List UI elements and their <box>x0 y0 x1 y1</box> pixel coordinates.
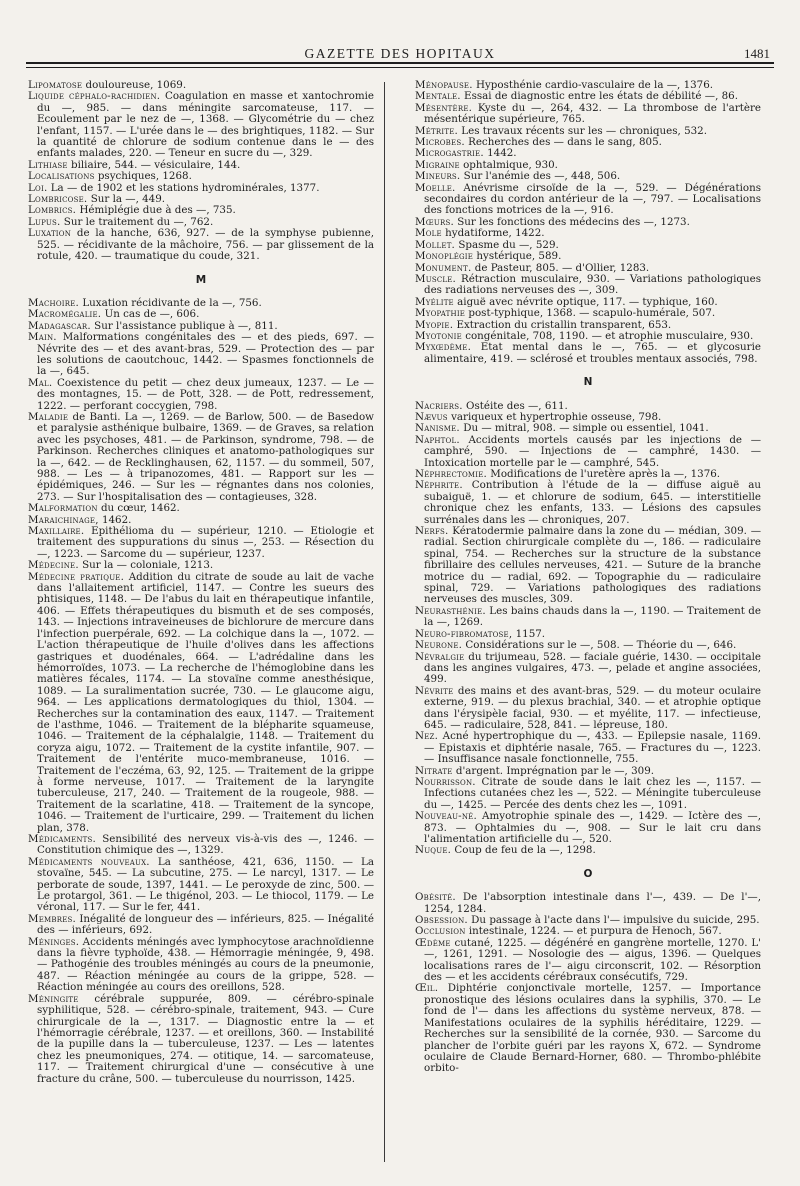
index-entry-references: post-typhique, 1368. — scapulo-humérale, 507. <box>468 307 716 320</box>
index-entry-term: Machoire. <box>28 296 80 309</box>
index-entry-references: Ostéite des —, 611. <box>466 399 568 412</box>
index-entry <box>415 731 761 765</box>
index-entry <box>28 834 374 857</box>
index-entry-term: Luxation <box>28 227 72 240</box>
index-entry-references: 1157. <box>515 627 546 640</box>
index-entry-references: Rétraction musculaire, 930. — Variations pathologiques des radiations nerveuses des —, 309. <box>424 272 761 297</box>
index-entry-term: Ménopause. <box>415 79 473 91</box>
section-letter-M: M <box>195 273 207 286</box>
index-entry-term: Moelle. <box>415 181 456 194</box>
journal-title: GAZETTE DES HOPITAUX <box>304 46 496 61</box>
index-entry-references: psychiques, 1268. <box>97 170 192 183</box>
index-entry <box>28 572 374 834</box>
index-entry-term: Métrite. <box>415 124 459 137</box>
index-entry-references: Kératodermie palmaire dans la zone du — médian, 309. — radial. Section chirurgicale complète du —, 186. — radiculaire spinal, 754. — Recherches sur la structure de la substance fibrillaire des cellules nerveuses, 421. — Suture de la branche motrice du — radial, 692. — Topographie du — radiculaire spinal, 729. — Variations pathologiques des radiations nerveuses des muscles, 309. <box>424 525 761 606</box>
index-entry-term: Maraichinage, <box>28 513 99 526</box>
index-entry-term: Lupus. <box>28 215 61 228</box>
index-entry-term: Maladie <box>28 410 69 423</box>
index-entry-term: Œdème <box>415 936 451 949</box>
index-entry-references: Luxation récidivante de la —, 756. <box>82 296 262 309</box>
index-entry-term: Monoplégie <box>415 250 474 263</box>
index-entry-references: Sur les fonctions des médecins des —, 1273. <box>457 215 690 228</box>
index-entry-references: Sur la —, 449. <box>90 193 166 206</box>
index-entry-term: Malformation <box>28 502 98 515</box>
header-rule-thin <box>26 67 774 68</box>
index-entry <box>415 892 761 915</box>
index-entry-term: Microgastrie. <box>415 147 484 160</box>
index-entry-references: congénitale, 708, 1190. — et atrophie musculaire, 930. <box>465 329 754 342</box>
index-entry-references: De l'absorption intestinale dans l'—, 439. — De l'—, 1254, 1284. <box>424 891 761 915</box>
index-entry-term: Maxillaire. <box>28 525 85 538</box>
index-entry <box>415 845 761 856</box>
index-entry <box>415 652 761 686</box>
index-entry-term: Migraine <box>415 158 460 171</box>
index-entry-references: Recherches des — dans le sang, 805. <box>468 136 662 149</box>
index-entry-term: Occlusion <box>415 925 466 938</box>
index-entry-references: Inégalité de longueur des — inférieurs, 825. — Inégalité des — inférieurs, 692. <box>37 912 374 937</box>
index-entry-references: Diphtérie conjonctivale mortelle, 1257. — Importance pronostique des lésions oculaires dans la syphilis, 370. — Le fond de l'— dans les affections du système nerveux, 878. — Manifestations oculaires de la syphilis héréditaire, 1229. — Recherches sur la sensibilité de la cornée, 930. — Sarcome du plancher de l'orbite guéri par les rayons X, 672. — Syndrome oculaire de Claude Bernard-Horner, 680. — Thrombo-phlébite orbito- <box>424 982 761 1075</box>
index-entry-references: ophtalmique, 930. <box>463 158 558 171</box>
index-entry-references: 1442. <box>487 147 517 160</box>
index-entry-term: Mole <box>415 227 442 240</box>
index-entry <box>415 811 761 845</box>
index-entry-term: Néphrite. <box>415 479 463 492</box>
index-entry-references: Contribution à l'étude de la — diffuse aiguë au subaiguë, 1. — et chlorure de sodium, 645. — interstitielle chronique chez les enfants, 133. — Lésions des capsules surrénales dans les — chroniques, 207. <box>424 479 761 526</box>
index-entry-references: Les travaux récents sur les — chroniques, 532. <box>461 124 707 137</box>
index-entry <box>415 606 761 629</box>
index-entry-references: Coagulation en masse et xantochromie du —, 985. — dans méningite sarcomateuse, 117. — Ecoulement par le nez de —, 1368. — Glycométrie du — chez l'enfant, 1157. — L'urée dans le — des brightiques, 1182. — Sur la quantité de chlorure de sodium contenue dans le — des enfants malades, 220. — Teneur en sucre du —, 329. <box>37 90 374 160</box>
index-entry-references: Sensibilité des nerveux vis-à-vis des —, 1246. — Constitution chimique des —, 1329. <box>37 833 375 857</box>
index-entry-term: Nitrate <box>415 764 453 777</box>
section-letter-N: N <box>583 376 593 389</box>
index-entry-term: Myélite <box>415 295 454 308</box>
entries-M <box>28 298 374 1085</box>
index-entry-references: Un cas de —, 606. <box>104 308 200 321</box>
index-entry-references: hystérique, 589. <box>476 250 562 263</box>
index-entry-references: Sur la — coloniale, 1213. <box>82 559 214 572</box>
index-entry-term: Monument. <box>415 261 472 274</box>
index-entry-term: Nævus <box>415 410 448 423</box>
page-header <box>26 38 774 60</box>
index-entry <box>415 686 761 732</box>
index-entry-term: Naphtol. <box>415 433 460 446</box>
index-entry <box>28 857 374 914</box>
index-entry <box>28 228 374 262</box>
index-entry-term: Localisations <box>28 170 95 183</box>
index-entry <box>415 435 761 469</box>
index-entry <box>415 342 761 365</box>
index-entry <box>415 777 761 811</box>
index-entry <box>415 526 761 606</box>
index-entry <box>415 983 761 1074</box>
column-divider <box>384 82 385 1162</box>
index-entry-term: Neurasthénie. <box>415 604 486 617</box>
index-entry-term: Méningite <box>28 992 79 1005</box>
index-entry <box>28 914 374 937</box>
index-entry-term: Myxœdème. <box>415 341 472 354</box>
index-entry-term: Obésité. <box>415 891 456 904</box>
index-entry <box>28 91 374 159</box>
index-entry-references: Du passage à l'acte dans l'— impulsive du suicide, 295. <box>471 914 760 927</box>
index-entry <box>415 938 761 984</box>
index-entry-term: Liquide céphalo-rachidien. <box>28 90 161 103</box>
index-entry-references: Malformations congénitales des — et des pieds, 697. — Névrite des — et des avant-bras, 529. — Protection des — par les solutions de caoutchouc, 1442. — Spasmes fonctionnels de la —, 645. <box>37 331 375 378</box>
index-entry-references: Acné hypertrophique du —, 433. — Epilepsie nasale, 1169. — Epistaxis et diphtérie nasale, 765. — Fractures du —, 1223. — Insuffisance nasale fonctionnelle, 755. <box>424 730 761 766</box>
index-entry-term: Lipomatose <box>28 79 83 91</box>
left-column <box>28 80 374 1085</box>
index-entry-references: cutané, 1225. — dégénéré en gangrène mortelle, 1270. L' —, 1261, 1291. — Nosologie des — aigus, 1396. — Quelques localisations rares de l'— aigu circonscrit, 102. — Résorption des — et les accidents cérébraux consécutifs, 729. <box>424 936 761 984</box>
index-entry-term: Membres. <box>28 912 77 925</box>
index-entry-term: Nuque. <box>415 844 452 857</box>
index-entry-term: Microbes. <box>415 136 465 149</box>
index-entry-references: Modifications de l'uretère après la —, 1376. <box>490 468 721 480</box>
index-entry-term: Mineurs. <box>415 170 461 183</box>
index-entry-term: Médicaments nouveaux. <box>28 855 150 868</box>
index-entry-references: 1462. <box>101 513 132 526</box>
index-entry <box>415 183 761 217</box>
index-entry-term: Obsession. <box>415 914 468 927</box>
index-entry-term: Myopie. <box>415 318 454 331</box>
index-entry-references: Sur l'assistance publique à —, 811. <box>94 319 278 332</box>
index-entry-term: Muscle. <box>415 272 457 285</box>
index-entry-references: Sur le traitement du —, 762. <box>63 215 214 228</box>
index-entry-term: Nourrisson. <box>415 775 476 788</box>
index-entry-term: Loi. <box>28 181 48 194</box>
index-entry-references: douloureuse, 1069. <box>85 79 187 91</box>
index-entry-references: de Banti. La —, 1269. — de Barlow, 500. — de Basedow et paralysie asthénique bulbaire, 1369. — de Graves, sa relation avec les psychoses, 481. — de Parkinson, syndrome, 798. — de Parkinson. Recherches cliniques et anatomo-pathologiques sur la —, 642. — de Recklinghausen, 62, 1157. — du sommeil, 507, 988. — Les — à tripanozomes, 481. — Rapport sur les — épidémiques, 246. — Sur les — régnantes dans nos colonies, 273. — Sur l'hospitalisation des — contagieuses, 328. <box>37 410 374 503</box>
index-entry-term: Main. <box>28 331 57 344</box>
index-entry-references: de Pasteur, 805. — d'Ollier, 1283. <box>474 261 650 274</box>
index-entry-term: Médicaments. <box>28 833 96 845</box>
index-entry-term: Œil. <box>415 982 439 995</box>
index-entry-references: La santhéose, 421, 636, 1150. — La stovaïne, 545. — La subcutine, 275. — Le narcyl, 1317. — Le perborate de soude, 1397, 1441. — Le peroxyde de zinc, 500. — Le protargol, 361. — Le thigénol, 203. — Le thiocol, 1179. — Le véronal, 117. — Sur le fer, 441. <box>37 855 374 914</box>
index-entry-references: d'argent. Imprégnation par le —, 309. <box>455 764 655 777</box>
index-entry-term: Médecine pratique. <box>28 570 125 583</box>
index-entry-term: Lombricose. <box>28 193 88 206</box>
index-entry-references: Hyposthénie cardio-vasculaire de la —, 1376. <box>476 79 714 91</box>
index-entry-references: Accidents méningés avec lymphocytose arachnoïdienne dans la fièvre typhoïde, 438. — Hémorragie méningée, 9, 498. — Pathogénie des troubles méningés au cours de la pneumonie, 487. — Réaction méningée au cours de la grippe, 528. — Réaction méningée au cours des oreillons, 528. <box>37 935 375 994</box>
index-entry-references: du cœur, 1462. <box>100 502 180 515</box>
index-entry-term: Médecine. <box>28 559 79 572</box>
index-entry-term: Névralgie <box>415 650 465 663</box>
index-entry-term: Nez. <box>415 730 439 743</box>
index-entry-term: Myotonie <box>415 329 462 342</box>
index-entry <box>415 480 761 526</box>
index-entry-references: La — de 1902 et les stations hydrominérales, 1377. <box>50 181 320 194</box>
index-entry-term: Mollet. <box>415 238 456 251</box>
entries-M-continued <box>415 80 761 365</box>
index-entry-references: Considérations sur le —, 508. — Théorie du —, 646. <box>465 639 737 652</box>
index-entry-term: Nouveau-né. <box>415 810 477 823</box>
index-entry <box>28 937 374 994</box>
index-entry-references: biliaire, 544. — vésiculaire, 144. <box>70 158 241 171</box>
index-entry-term: Nacriers. <box>415 399 463 412</box>
index-entry-term: Mœurs. <box>415 215 454 228</box>
index-entry <box>28 526 374 560</box>
index-entry-references: Amyotrophie spinale des —, 1429. — Ictère des —, 873. — Ophtalmies du —, 908. — Sur le lait cru dans l'alimentation artificielle du —, 520. <box>424 810 761 845</box>
index-entry-references: Anévrisme cirsoïde de la —, 529. — Dégénérations secondaires du cordon antérieur de la —, 797. — Localisations des fonctions motrices de la —, 916. <box>424 181 761 217</box>
index-entry-term: Mentale. <box>415 90 461 103</box>
index-entry <box>28 332 374 378</box>
index-entry-term: Madagascar. <box>28 319 91 332</box>
index-entry-term: Neurone. <box>415 639 463 652</box>
index-entry-references: de la hanche, 636, 927. — de la symphyse pubienne, 525. — récidivante de la mâchoire, 756. — par glissement de la rotule, 420. — traumatique du coude, 321. <box>37 227 374 263</box>
index-entry-references: intestinale, 1224. — et purpura de Henoch, 567. <box>468 925 722 938</box>
index-entry-references: Coexistence du petit — chez deux jumeaux, 1237. — Le — des montagnes, 15. — de Pott, 328. — de Pott, redressement, 1222. — perforant coccygien, 798. <box>37 376 374 412</box>
index-entry-term: Nanisme. <box>415 422 460 435</box>
header-rule <box>26 62 774 68</box>
page-number: 1481 <box>744 46 770 61</box>
index-entry-references: Kyste du —, 264, 432. — La thrombose de l'artère mésentérique supérieure, 765. <box>424 101 761 126</box>
index-entry-references: hydatiforme, 1422. <box>445 227 545 240</box>
index-entry <box>28 378 374 412</box>
index-entry-references: variqueux et hypertrophie osseuse, 798. <box>451 410 662 423</box>
index-entry-references: des mains et des avant-bras, 529. — du moteur oculaire externe, 919. — du plexus brachial, 340. — et atrophie optique dans l'érysipèle facial, 930. — et myélite, 117. — infectieuse, 645. — radiculaire, 528, 841. — lépreuse, 180. <box>424 684 761 731</box>
index-entry-references: du trijumeau, 528. — faciale guérie, 1430. — occipitale dans les angines vulgaires, 473. —, pelade et angine associées, 499. <box>424 650 761 686</box>
entries-N <box>415 401 761 857</box>
index-entry <box>28 994 374 1085</box>
index-entry-term: Névrite <box>415 684 454 697</box>
index-entry <box>415 103 761 126</box>
section-letter-O: O <box>583 867 593 880</box>
index-entry-references: aiguë avec névrite optique, 117. — typhique, 160. <box>457 295 718 308</box>
index-entry-references: Les bains chauds dans la —, 1190. — Traitement de la —, 1269. <box>424 604 761 629</box>
index-entry-references: Sur l'anémie des —, 448, 506. <box>463 170 621 183</box>
index-entry-references: Etat mental dans le —, 765. — et glycosurie alimentaire, 419. — sclérosé et troubles mentaux associés, 798. <box>424 341 761 365</box>
index-entry <box>28 412 374 503</box>
index-entry-term: Néphrectomie. <box>415 468 487 480</box>
index-entry-references: Essai de diagnostic entre les états de débilité —, 86. <box>464 90 738 103</box>
index-entry-references: Du — mitral, 908. — simple ou essentiel, 1041. <box>463 422 709 435</box>
header-rule-thick <box>26 62 774 64</box>
entries-L <box>28 80 374 263</box>
index-entry-references: Citrate de soude dans le lait chez les —, 1157. — Infections cutanées chez les —, 522. — Méningite tuberculeuse du —, 1425. — Percée des dents chez les —, 1091. <box>424 775 761 811</box>
index-entry-references: Addition du citrate de soude au lait de vache dans l'allaitement artificiel, 1147. — Contre les sueurs des phtisiques, 1148. — De l'abus du lait en thérapeutique infantile, 406. — Effets thérapeutiques du bismuth et de ses composés, 143. — Injections intraveineuses de bichlorure de mercure dans l'infection puerpérale, 692. — La colchique dans la —, 1072. — L'action thérapeutique de l'huile d'olives dans les affections gastriques et duodénales, 664. — L'adrédaline dans les hémorroïdes, 1073. — La recherche de l'hémoglobine dans les matières fécales, 1174. — La stovaïne comme anesthésique, 1089. — La suralimentation sucrée, 730. — Le glaucome aigu, 964. — Les applications dermatologiques du thiol, 1304. — Recherches sur la contamination des eaux, 1147. — Traitement de l'asthme, 1046. — Traitement de la blépharite squameuse, 1046. — Traitement de la céphalalgie, 1148. — Traitement du coryza aigu, 1072. — Traitement de la cystite infantile, 907. — Traitement de l'entérite muco-membraneuse, 1016. — Traitement de l'eczéma, 63, 92, 125. — Traitement de la grippe à forme nerveuse, 1017. — Traitement de la laryngite tuberculeuse, 217, 240. — Traitement de la rougeole, 988. — Traitement de la scarlatine, 418. — Traitement de la syncope, 1046. — Traitement de l'urticaire, 299. — Traitement du lichen plan, 378. <box>37 570 374 834</box>
index-entry-term: Lithiase <box>28 158 68 171</box>
right-column <box>415 80 761 1075</box>
index-entry-term: Nerfs. <box>415 525 449 538</box>
index-entry-references: Hémiplégie due à des —, 735. <box>79 204 236 217</box>
index-entry-references: Extraction du cristallin transparent, 653. <box>456 318 672 331</box>
index-entry-term: Méninges. <box>28 935 80 948</box>
index-entry-references: Accidents mortels causés par les injections de — camphré, 590. — Injections de — camphré, 1430. — Intoxication mortelle par le — camphré, 545. <box>424 433 761 469</box>
index-entry-references: Epithélioma du — supérieur, 1210. — Etiologie et traitement des suppurations du sinus —, 253. — Résection du —, 1223. — Sarcome du — supérieur, 1237. <box>37 525 374 560</box>
index-entry-term: Myopathie <box>415 307 466 320</box>
index-entry <box>415 274 761 297</box>
index-entry-references: Spasme du —, 529. <box>458 238 559 251</box>
entries-O <box>415 892 761 1075</box>
index-entry-term: Mésentère. <box>415 101 473 114</box>
index-entry-term: Neuro-fibromatose, <box>415 627 513 640</box>
index-entry-term: Mal. <box>28 376 53 389</box>
index-entry-references: cérébrale suppurée, 809. — cérébro-spinale syphilitique, 528. — cérébro-spinale, traitement, 943. — Cure chirurgicale de la —, 1317. — Diagnostic entre la — et l'hémorragie cérébrale, 1237. — et oreillons, 360. — Instabilité de la pupille dans la — tuberculeuse, 1237. — Les — latentes chez les pneumoniques, 274. — otitique, 14. — sarcomateuse, 117. — Traitement chirurgical d'une — consécutive à une fracture du crâne, 500. — tuberculeuse du nourrisson, 1425. <box>37 992 374 1085</box>
index-entry-term: Macromégalie. <box>28 308 102 321</box>
index-entry-term: Lombrics. <box>28 204 77 217</box>
index-entry-references: Coup de feu de la —, 1298. <box>454 844 596 857</box>
